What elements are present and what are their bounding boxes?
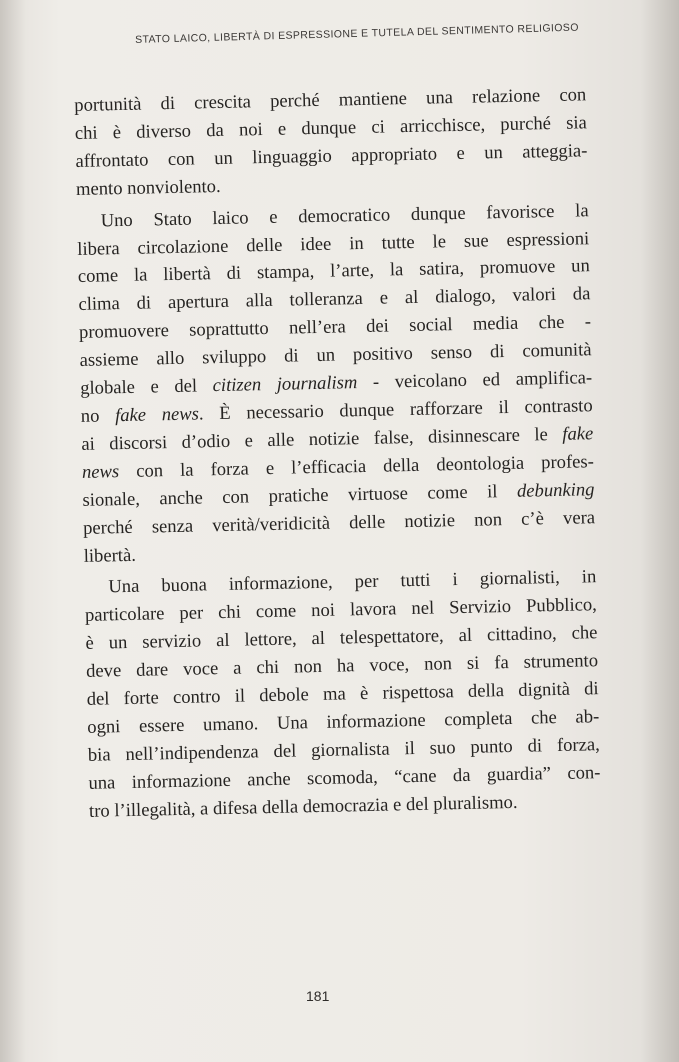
text-line: ai discorsi d’odio e alle notizie false, disinnescare le fake [81,423,594,455]
italic-term: debunking [516,478,595,502]
italic-term: citizen journalism [212,372,358,397]
text-line: mento nonviolento. [75,175,221,200]
text-line: tro l’illegalità, a difesa della democrazia e del pluralismo. [88,791,518,822]
paragraph-3 [84,564,601,826]
text-line: Uno Stato laico e democratico dunque favorisce la [100,199,589,232]
text-line: libertà. [83,544,137,567]
text-line: è un servizio al lettore, al telespettatore, al cittadino, che [85,622,598,655]
text-line: globale e del citizen journalism - veicolano ed amplifica- [79,367,593,399]
text-line: affrontato con un linguaggio appropriato e un atteggia- [75,140,588,172]
running-header: STATO LAICO, LIBERTÀ DI ESPRESSIONE E TUTELA DEL SENTIMENTO RELIGIOSO [135,21,579,46]
text-line: Una buona informazione, per tutti i giornalisti, in [108,566,597,598]
text-line: particolare per chi come noi lavora nel Servizio Pubblico, [84,594,598,627]
text-line: clima di apertura alla tolleranza e al dialogo, valori da [78,283,591,316]
body-text [74,81,601,825]
text-line: assieme allo sviluppo di un positivo senso di comunità [79,339,592,372]
text-line: sionale, anche con pratiche virtuose come il debunking [82,478,595,511]
paragraph-2 [76,197,595,570]
text-line: news con la forza e l’efficacia della deontologia profes- [81,450,595,483]
text-line: una informazione anche scomoda, “cane da guardia” con- [88,761,601,794]
text-line: bia nell’indipendenza del giornalista il suo punto di forza, [87,733,600,766]
text-line: chi è diverso da noi e dunque ci arricchisce, purché sia [74,112,587,144]
text-line: del forte contro il debole ma è rispettosa della dignità di [86,678,599,710]
text-line: libera circolazione delle idee in tutte le sue espressioni [77,227,590,260]
italic-term: news [81,460,120,483]
text-line: no fake news. È necessario dunque rafforzare il contrasto [80,395,593,427]
paragraph-1 [74,81,588,203]
text-line: ogni essere umano. Una informazione completa che ab- [87,706,600,738]
text-line: portunità di crescita perché mantiene una relazione con [74,84,587,116]
text-line: perché senza verità/veridicità delle notizie non c’è vera [82,506,596,539]
text-line: promuovere soprattutto nell’era dei social media che - [78,311,592,344]
italic-term: fake [562,423,594,445]
italic-term: fake news [114,403,200,427]
text-line: come la libertà di stampa, l’arte, la satira, promuove un [77,255,590,288]
text-line: deve dare voce a chi non ha voce, non si fa strumento [85,650,599,682]
page-number: 181 [306,988,330,1004]
